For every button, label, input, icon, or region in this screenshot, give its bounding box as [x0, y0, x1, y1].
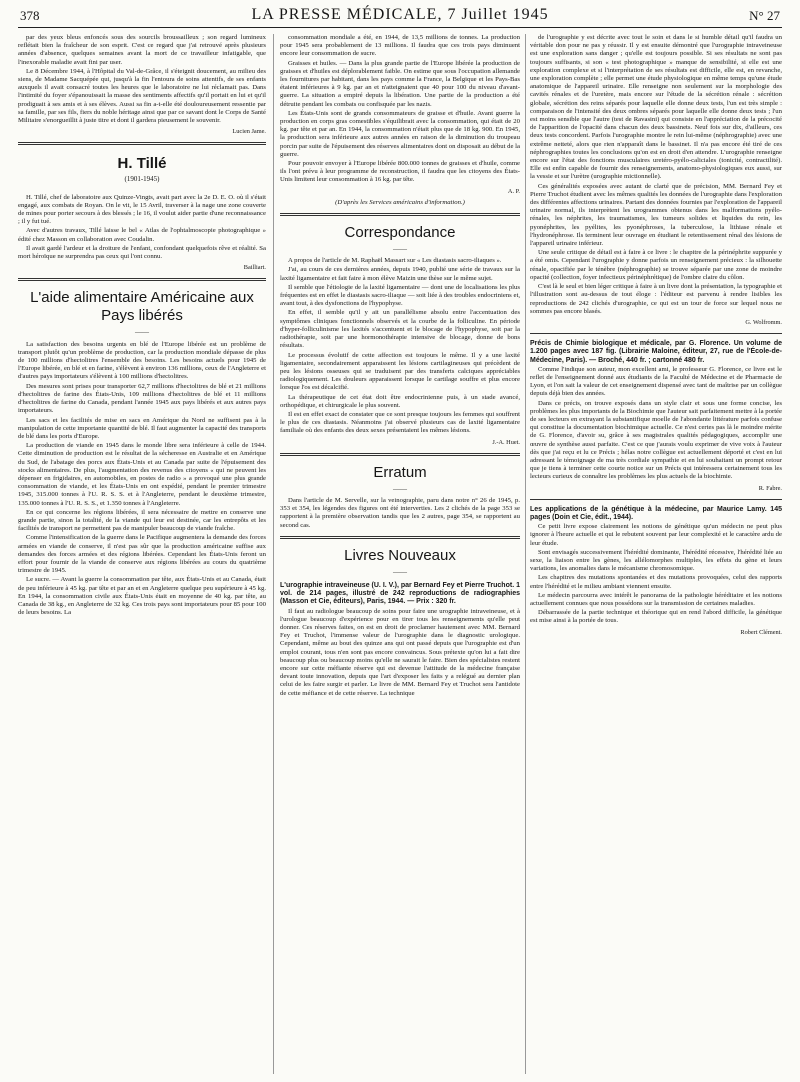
paragraph: Une seule critique de détail est à faire à ce livre : le chapitre de la périnéphrite suppurée y a été omis. Cependant l'urographie y donne parfois un renseignement précieux : la silhouette rénale, opacifiée par le ténèbre (néphrographie) se trouve séparée par une zone de moindre opacité (collection, foyer infectieux périnéphrétique) de l'ombre claire du côlon.: [530, 249, 782, 281]
signature: R. Fabre.: [758, 484, 782, 492]
obituary-title: H. Tillé: [117, 155, 167, 173]
paragraph: Il avait gardé l'ardeur et la droiture de l'enfant, confondant quelquefois rêve et réalité. Sa mort héroïque ne surprendra pas ceux qui l'ont connu.: [18, 244, 266, 261]
paragraph: Des mesures sont prises pour transporter 62,7 millions d'hectolitres de blé et 21 millions d'hectolitres de farine des États-Unis, 109 millions d'hectolitres de blé et 11 millions d'hectolitres de farine du Canada, pendant l'année 1945 aux pays libérés et aux autres pays importateurs.: [18, 382, 266, 415]
journal-title: LA PRESSE MÉDICALE, 7 Juillet 1945: [251, 6, 549, 23]
column-divider: [273, 34, 274, 1074]
paragraph: Ce petit livre expose clairement les notions de génétique qu'un médecin ne peut plus ignorer à l'heure actuelle et qui le rebutent souvent par leur complexité et le caractère ardu de leur étude.: [530, 523, 782, 547]
signature: J.-A. Huet.: [492, 438, 520, 446]
section-title-erratum: Erratum: [373, 463, 427, 481]
section-rule: [18, 142, 266, 145]
paragraph: de l'urographie y est décrite avec tout le soin et dans le si humble détail qu'il faudra un véritable don pour ne pas y réussir. Il y est ensuite démontré que l'urographie intraveineuse est une exploration sans danger ; qu'elle est toujours possible. Si ses résultats ne sont pas toujours suffisants, si son « test photographique » manque de sensibilité, si elle est une exploration complexe et si l'interprétation de ses résultats est difficile, elle est, en revanche, une exploration complète ; elle permet une étude physiologique en même temps qu'une étude anatomique de l'appareil urinaire. Elle renseigne non seulement sur la morphologie des cavités rénales et de l'uretère, mais encore sur l'étude de la sécrétion rénale : sécrétion globale, sécrétion des reins séparés pour laquelle elle donne deux tests, l'un est très simple : comparaison de l'intensité des deux ombres séparés pour laquelle elle donne deux tests ; l'un est moins sensible que l'autre (test de Ravasini) qui consiste en l'appréciation de la précocité de l'apparition de l'opacité dans chacun des deux bassinets. Neuf fois sur dix, d'ailleurs, ces deux tests concordent. Parfois l'urographie montre le rein lui-même (néphrographie) avec une extrême netteté, alors que rien n'apparaît dans le bassinet. Il n'a pas encore été tiré de ces néphrographies toutes les conclusions qu'on est en droit d'en attendre. L'urographie renseigne encore sur l'état des fonctions musculaires uretéro-pyélo-caliciales (tonicité, contractilité). Elle est enfin capable de fournir des renseignements, anatomo-physiologiques eux aussi, sur la vessie et sur l'urètre (urographie mictionnelle).: [530, 34, 782, 181]
page-number: 378: [20, 8, 40, 23]
paragraph: Il semble que l'étiologie de la laxité ligamentaire — dont une de localisations les plus fréquentes est en effet le diastasis sacro-iliaque — soit liée à des troubles endocriniens et, avant tout, à des dysfonctions de l'hypophyse.: [280, 283, 520, 308]
paragraph: Le sucre. — Avant la guerre la consommation par tête, aux États-Unis et au Canada, était de peu inférieure à 45 kg. par tête et par an et en Angleterre quelque peu supérieure à 45 kg. En 1944, la consommation civile aux États-Unis était en moyenne de 40 kg. par tête, au Canada de 38 kg., en Angleterre de 32 kg. Ces trois pays sont importateurs pour 85 pour 100 de leurs besoins. La: [18, 576, 266, 617]
paragraph: Le processus évolutif de cette affection est toujours le même. Il y a une laxité ligamentaire, secondairement apparaissent les lésions cartilagineuses qui précèdent de peu les lésions osseuses qui se traduisent par des transferts calciques appréciables radiologiquement. Les douleurs apparaissent lorsque le cartilage souffre et plus encore lorsque l'os est décalcifié.: [280, 351, 520, 392]
paragraph: Dans l'article de M. Servelle, sur la veinographie, paru dans notre n° 26 de 1945, p. 353 et 354, les légendes des figures ont été interverties. Les 2 clichés de la page 353 se rapportent à la première observation tandis que les 2 autres, page 354, se rapportent au second cas.: [280, 496, 520, 529]
book-title: Précis de Chimie biologique et médicale, par G. Florence. Un volume de 1.200 pages avec 187 fig. (Librairie Maloine, éditeur, 27, rue de l'École-de-Médecine, Paris). — Broché, 440 fr. ; cartonné 480 fr.: [530, 340, 782, 364]
paragraph: Sont envisagés successivement l'hérédité dominante, l'hérédité récessive, l'hérédité liée au sexe, la liaison entre les gènes, les allélomorphes multiples, les effets du gène et leurs variations, les anomalies dans le mécanisme chromosomique.: [530, 548, 782, 573]
paragraph: Il faut au radiologue beaucoup de soins pour faire une urographie intraveineuse, et à l'urologue beaucoup d'expérience pour en tirer tous les renseignements qu'elle peut donner. Ces réserves faites, on est en droit de proclamer hautement avec MM. Bernard Fey et Truchot, l'immense valeur de l'urographie dans le diagnostic urologique. Cependant, même au bout des quinze ans qui ont passé depuis que l'urographie est d'un emploi courant, tous n'en sont pas encore convaincus. Sous prétexte qu'on lui a fait dire beaucoup plus ou beaucoup moins qu'elle ne saurait le faire. Bien des spécialistes restent encore sur cette méfiante réserve qui est devenue l'attitude de la médecine française devant toute innovation, depuis que l'art d'exposer les faits y a relégué au dernier plan celui de les faire surgir et parler. Le livre de MM. Bernard Fey et Truchot sera l'antidote de cette méfiance et de cette réserve. La technique: [280, 607, 520, 697]
section-rule: [280, 536, 520, 539]
signature: A. P.: [507, 187, 520, 195]
column-3: [530, 34, 782, 640]
column-divider: [525, 34, 526, 1074]
source-note: (D'après les Services américains d'information.): [335, 198, 465, 206]
paragraph: La production de viande en 1945 dans le monde libre sera inférieure à celle de 1944. Cette diminution de production est le résultat de la sécheresse en Australie et en Amérique du Sud, de l'abatage des porcs aux États-Unis et au Canada par suite de l'épuisement des stocks alimentaires. De plus, l'augmentation des revenus des citoyens « qui ne peuvent les dépenser en frigidaires, en automobiles, en postes de radio » a provoqué une plus grande consommation de viande, et les États-Unis en ont expédié, pendant le premier trimestre 1945, 315.000 tonnes à l'U. R. S. S. et à l'Angleterre, pendant le deuxième trimestre, 135.000 tonnes à l'U. R. S. S., et 1.350 tonnes à l'Angleterre.: [18, 442, 266, 507]
section-rule: [280, 453, 520, 456]
signature: Lucien Jame.: [232, 128, 266, 136]
paragraph: Graisses et huiles. — Dans la plus grande partie de l'Europe libérée la production de graisses et d'huiles est déplorablement faible. On estime que sous l'occupation allemande les fournitures par habitant, dans les pays comme la France, la Belgique et les Pays-Bas étaient inférieures à 9 kg. par an et n'atteignaient que 40 pour 100 du niveau d'avant-guerre. La situation a empiré depuis la libération. Une partie de la production a été détruite pendant les combats ou confisquée par les nazis.: [280, 59, 520, 108]
paragraph: Il est en effet exact de constater que ce sont presque toujours les femmes qui souffrent le plus de ces diastasis. Néanmoins j'ai observé plusieurs cas de laxité ligamentaire familiale où des enfants des deux sexes présentaient les mêmes lésions.: [280, 410, 520, 435]
paragraph: Ces généralités exposées avec autant de clarté que de précision, MM. Bernard Fey et Pierre Truchot étudient avec les mêmes qualités les données de l'urographie dans l'exploration des différentes affections urinaires. Partant des données fournies par l'exploration de l'appareil urinaire normal, ils interprètent les urogrammes obtenus dans les malformations pyélo-rénales, les néphrites, les traumatismes, les tumeurs solides et liquides du rein, les pyonéphrites, les pyélites, les pyonéphroses, la tuberculose, la lithiase rénale et l'hydronéphrose. Ils terminent leur ouvrage en étudiant le retentissement rénal des lésions de l'appareil urinaire inférieur.: [530, 182, 782, 248]
paragraph: par des yeux bleus enfoncés sous des sourcils broussailleux ; son regard lumineux reflétait bien la fraîcheur de son esprit. C'est ce regard que j'ai retrouvé après plusieurs années d'absence, quelques semaines avant la mort de ce travailleur infatigable, que l'inexorable maladie avait fini par user.: [18, 34, 266, 66]
paragraph: En ce qui concerne les régions libérées, il sera nécessaire de mettre en conserve une grande partie, sinon la totalité, de la viande qui leur est destinée, car les entrepôts et les facilités de transport ne permettent pas de manipuler beaucoup de viande fraîche.: [18, 508, 266, 533]
signature: Robert Clément.: [740, 628, 782, 636]
paragraph: Dans ce précis, on trouve exposés dans un style clair et sous une forme concise, les problèmes les plus importants de la Biochimie que l'auteur sait parfaitement mettre à la portée de ses lecteurs en extrayant la substantifique moelle de l'abondante littérature parfois confuse qui constitue la documentation biochimique actuelle. Ce n'est certes pas là le moindre mérite de G. Florence, d'avoir su, grâce à ses magistrales qualités pédagogiques, accomplir une œuvre de synthèse aussi parfaite. C'est ce que j'aurais voulu exprimer de vive voix à l'auteur dès que j'ai reçu et lu ce Précis ; hélas notre collègue est actuellement déporté et c'est en lui adressant le témoignage de ma très cordiale sympathie et en lui souhaitant un prompt retour que je tiens à terminer cette courte notice sur un Précis qui intéressera certainement tous les lecteurs curieux de connaître les problèmes les plus actuels de la biochimie.: [530, 399, 782, 481]
paragraph: Comme l'intensification de la guerre dans le Pacifique augmentera la demande des forces armées en viande de conserve, il n'est pas sûr que la production américaine suffise aux demandes des forces armées et des régions libérées. Cependant les États-Unis feront un effort pour fournir de la viande de conserve aux régions libérées au cours du quatrième trimestre de 1945.: [18, 534, 266, 575]
title-dash: ——: [135, 328, 149, 337]
section-rule: [530, 333, 782, 334]
paragraph: A propos de l'article de M. Raphaël Massart sur « Les diastasis sacro-iliaques ».: [288, 257, 502, 265]
title-dash: ——: [393, 567, 407, 576]
paragraph: Débarrassée de la partie technique et théorique qui en rend l'abord difficile, la génétique est mise ainsi à la portée de tous.: [530, 609, 782, 625]
paragraph: J'ai, au cours de ces dernières années, depuis 1940, publié une série de travaux sur la laxité ligamentaire et fait faire à mon élève Maizin une thèse sur le même sujet.: [280, 266, 520, 282]
paragraph: Les chapitres des mutations spontanées et des mutations provoquées, celui des rapports entre l'hérédité et le milieu ambiant viennent ensuite.: [530, 574, 782, 590]
book-title: L'urographie intraveineuse (U. I. V.), par Bernard Fey et Pierre Truchot. 1 vol. de 214 pages, illustré de 242 reproductions de radiographies (Masson et Cie, éditeurs), Paris, 1944. — Prix : 320 fr.: [280, 581, 520, 606]
paragraph: Le médecin parcourra avec intérêt le panorama de la pathologie héréditaire et les notions actuellement connues que nous possédons sur la transmission de certaines maladies.: [530, 591, 782, 607]
paragraph: Le 8 Décembre 1944, à l'Hôpital du Val-de-Grâce, il s'éteignit doucement, au milieu des siens, de Madame Sacquépée qui, jusqu'à la fin l'entoura de soins attentifs, de ses enfants auxquels il avait consacré toutes les heures que le laboratoire ne lui réclamait pas. Dans l'intimité du foyer s'épanouissait la masse des sentiments affectifs qu'il portait en lui et qu'il prodiguait à ses amis et à ses élèves. Aussi sa fin a-t-elle été douloureusement ressentie par sa famille, par ses fils, fiers du noble héritage ainsi que par ce savant dont le Corps de Santé Militaire s'enorgueillit à juste titre et dont il gardera pieusement le souvenir.: [18, 67, 266, 125]
paragraph: La thérapeutique de cet état doit être endocrinienne puis, à un stade avancé, orthopédique, et chirurgicale le plus souvent.: [280, 393, 520, 409]
section-title-correspondance: Correspondance: [344, 224, 456, 242]
paragraph: La satisfaction des besoins urgents en blé de l'Europe libérée est un problème de transport plutôt qu'un problème de production, car la production mondiale dépasse de plus de 100 millions d'hectolitres l'ensemble des besoins. Les besoins actuels pour 1945 de l'Europe libérée, en blé et en farine, s'élèvent à environ 136 millions, ceux de l'Angleterre et d'autres pays importateurs s'élèvent à 100 millions d'hectolitres.: [18, 340, 266, 381]
column-1: [18, 34, 266, 618]
section-rule: [530, 499, 782, 500]
book-title: Les applications de la génétique à la médecine, par Maurice Lamy. 145 pages (Doin et Cie, édit., 1944).: [530, 505, 782, 521]
page-header: [0, 6, 800, 28]
section-title-livres: Livres Nouveaux: [344, 546, 456, 564]
article-title: L'aide alimentaire Américaine aux Pays libérés: [30, 289, 254, 325]
column-2: [280, 34, 520, 699]
title-dash: ——: [393, 484, 407, 493]
paragraph: Pour pouvoir envoyer à l'Europe libérée 800.000 tonnes de graisses et d'huile, comme ils l'ont prévu à leur programme de reconstruction, il faudra que les citoyens des États-Unis limitent leur consommation à 16 kg. par tête.: [280, 160, 520, 184]
title-dash: ——: [393, 245, 407, 254]
paragraph: Les États-Unis sont de grands consommateurs de graisse et d'huile. Avant guerre la production en corps gras comestibles s'équilibrait avec la consommation, qui était de 20 kg. par tête et par an. En 1944, la consommation n'était plus que de 18 kg. 900. En 1945, la production sera inférieure aux autres années en raison de la diminution du troupeau porcin par suite de l'épuisement des réserves alimentaires dont on disposait au début de la guerre.: [280, 109, 520, 158]
paragraph: C'est là le seul et bien léger critique à faire à un livre dont la présentation, la typographie et l'illustration sont au-dessus de tout éloge : l'éditeur est parvenu à rendre lisibles les reproductions de 242 clichés d'urographie, ce qui est un tour de force sur lequel nous ne sommes pas encore blasés.: [530, 283, 782, 315]
paragraph: Les sacs et les facilités de mise en sacs en Amérique du Nord ne suffisent pas à la manipulation de cette importante quantité de blé. Il faut augmenter la capacité des transports de blé dans les ports d'Europe.: [18, 416, 266, 440]
obituary-dates: (1901-1945): [124, 175, 160, 184]
paragraph: consommation mondiale a été, en 1944, de 13,5 millions de tonnes. La production pour 1945 sera probablement de 13 millions. Il faudra que ces trois pays diminuent encore leur consommation de sucre.: [280, 34, 520, 58]
header-rule: [18, 27, 782, 28]
paragraph: Avec d'autres travaux, Tillé laisse le bel « Atlas de l'ophtalmoscopie photographique » édité chez Masson en collaboration avec Coudalin.: [18, 227, 266, 243]
section-rule: [18, 278, 266, 281]
signature: G. Wolfromm.: [745, 318, 782, 326]
signature: Bailliart.: [243, 264, 266, 272]
issue-number: N° 27: [749, 8, 780, 23]
paragraph: Comme l'indique son auteur, mon excellent ami, le professeur G. Florence, ce livre est le reflet de l'enseignement donné aux étudiants de la Faculté de Médecine et de Pharmacie de Lyon, et l'on sait la valeur de cet enseignement dispensé avec tant de maîtrise par un collègue depuis déjà bien des années.: [530, 365, 782, 398]
section-rule: [280, 213, 520, 216]
paragraph: En effet, il semble qu'il y ait un parallélisme absolu entre l'accentuation des symptômes cliniques fonctionnels observés et la courbe de la folliculine. En période d'hyper-folliculinisme les laxités s'accentuent et le blocage de l'hypophyse, soit par la radiothérapie, soit par une hormonothérapie intensive de blocage, donne de bons résultats.: [280, 309, 520, 350]
paragraph: H. Tillé, chef de laboratoire aux Quinze-Vingts, avait part avec la 2e D. E. O. où il s'était engagé, aux combats de Royan. On le vit, le 15 Avril, traverser à la nage une zone couverte de mines pour porter secours à des blessés ; le 16, il voulut aider partie d'une reconnaissance ; il y fut tué.: [18, 193, 266, 226]
